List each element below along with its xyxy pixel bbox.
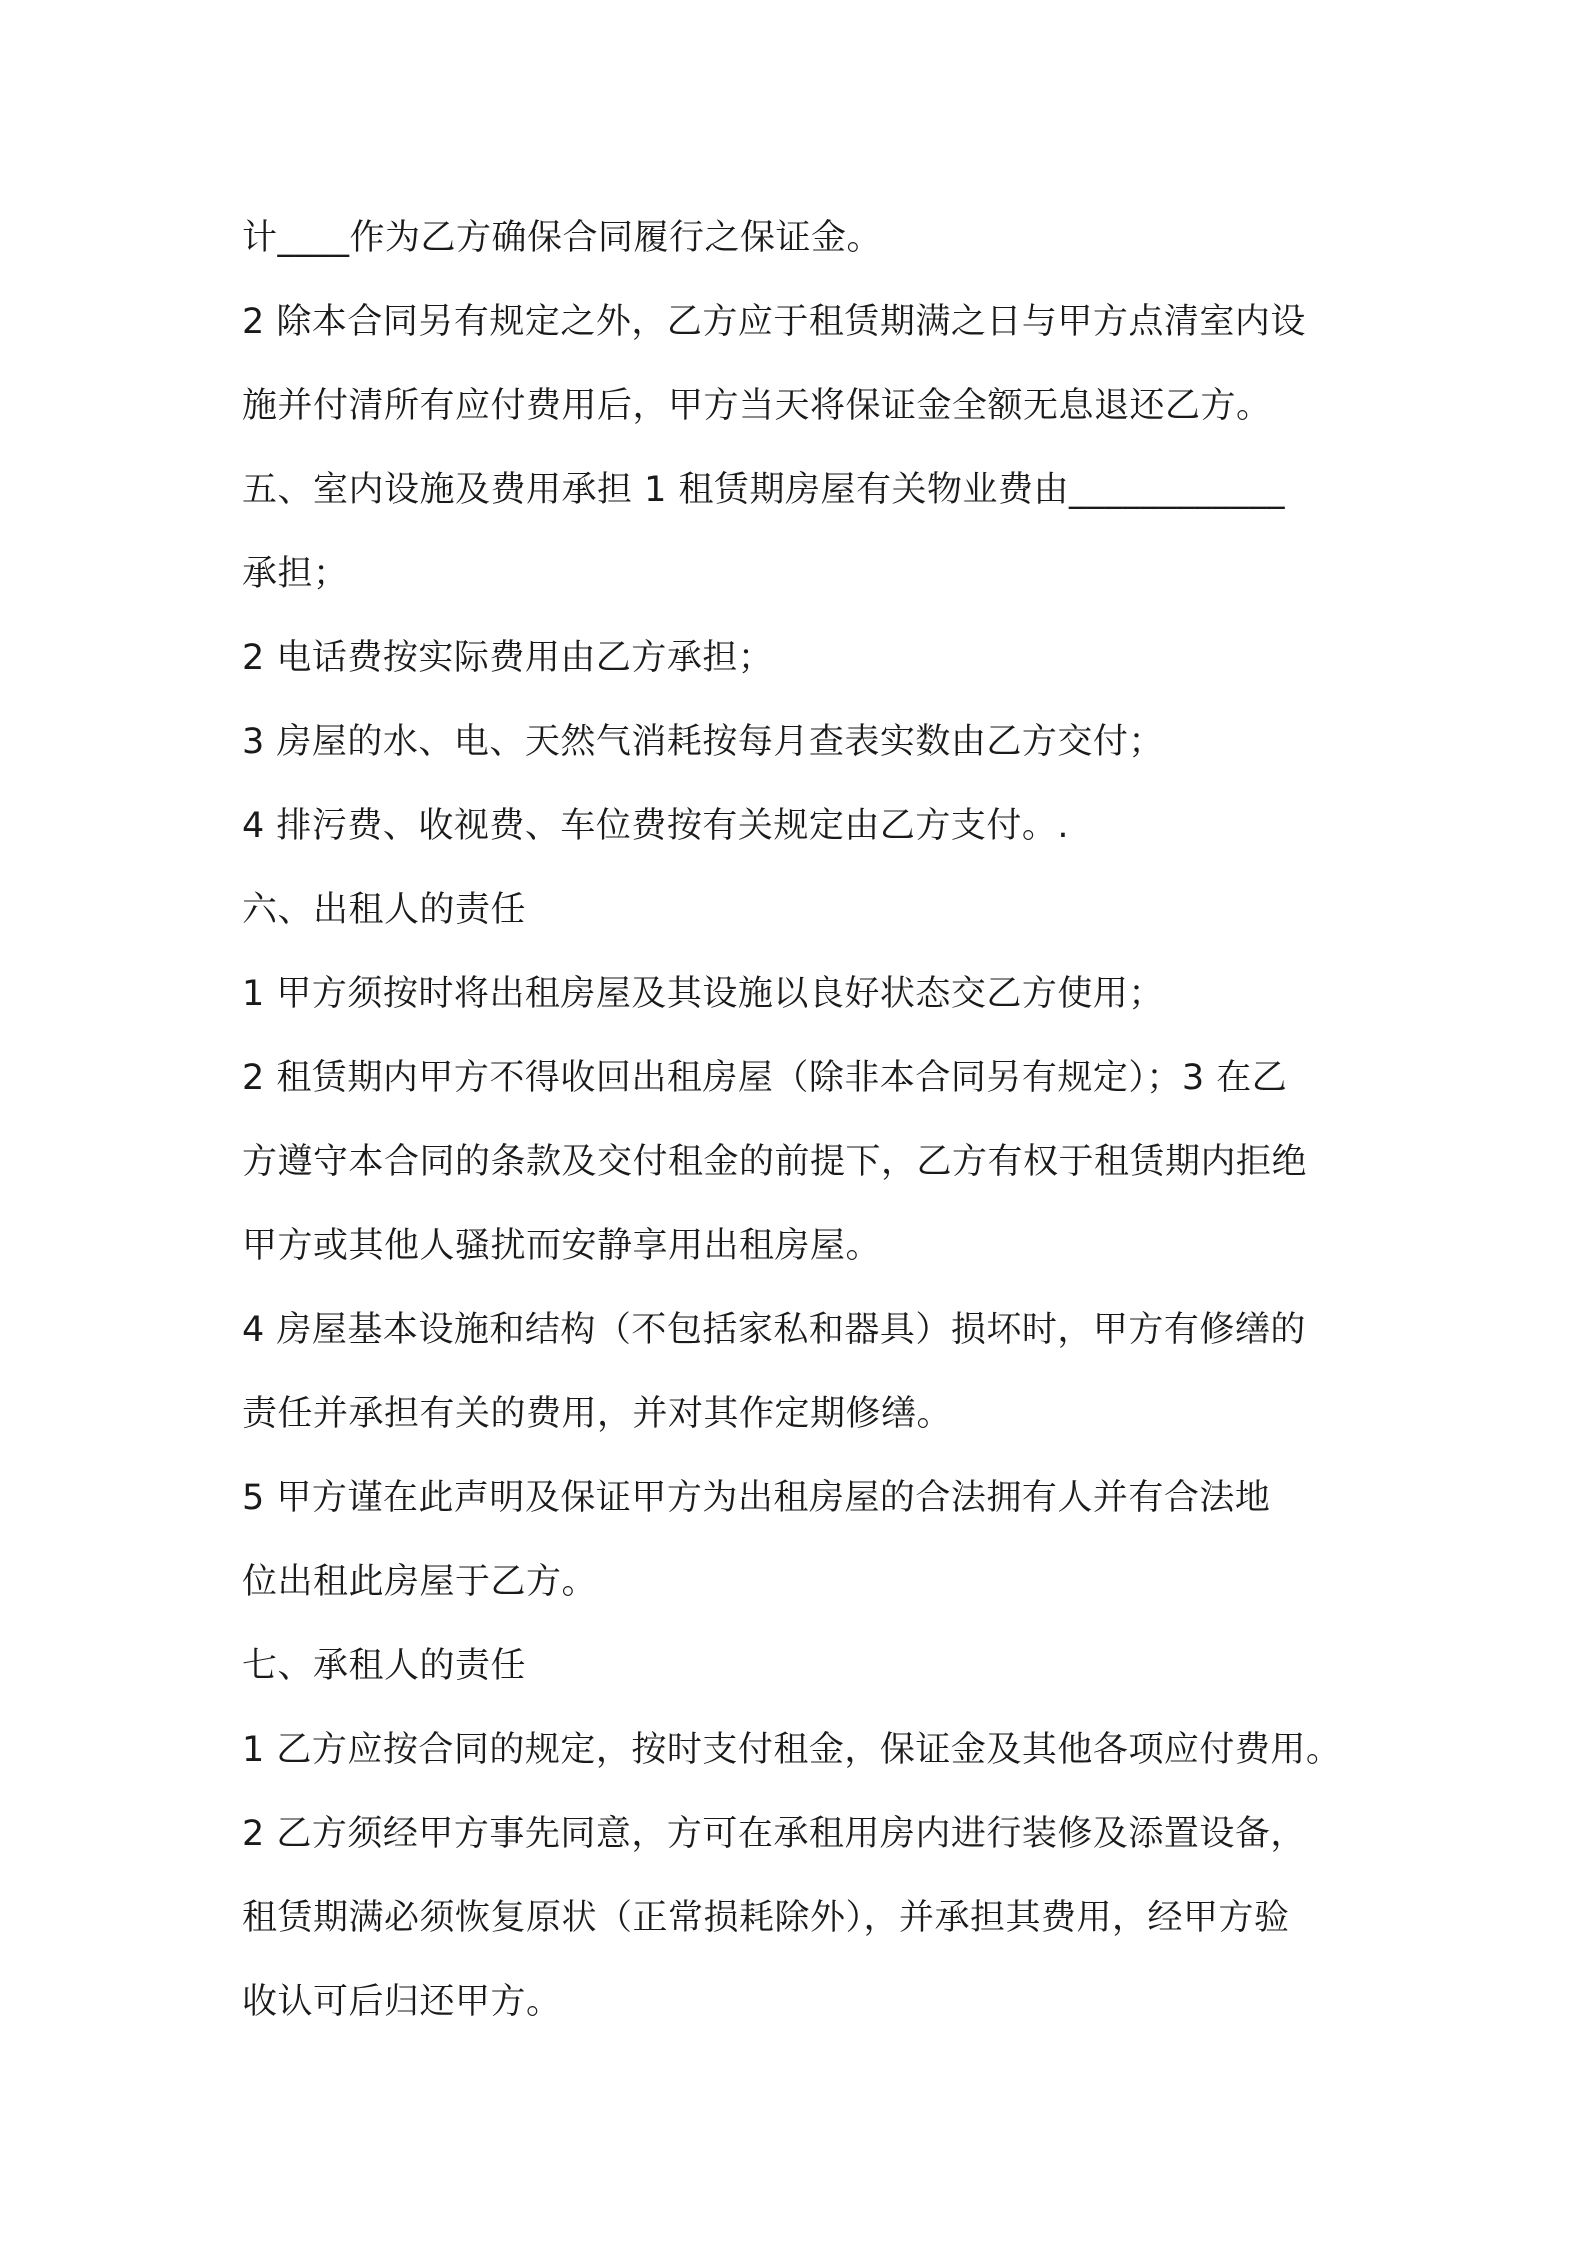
text-line: 甲方或其他人骚扰而安静享用出租房屋。: [242, 1226, 882, 1266]
text-line: 4 房屋基本设施和结构（不包括家私和器具）损坏时，甲方有修缮的: [242, 1310, 1306, 1350]
section-heading: 七、承租人的责任: [242, 1646, 527, 1686]
text-line: 位出租此房屋于乙方。: [242, 1562, 598, 1602]
text-line: 1 甲方须按时将出租房屋及其设施以良好状态交乙方使用；: [242, 974, 1164, 1014]
text-line: 租赁期满必须恢复原状（正常损耗除外），并承担其费用，经甲方验: [242, 1898, 1290, 1938]
text-line: 2 乙方须经甲方事先同意，方可在承租用房内进行装修及添置设备，: [242, 1814, 1306, 1854]
text-line: 3 房屋的水、电、天然气消耗按每月查表实数由乙方交付；: [242, 722, 1164, 762]
section-heading-line: 五、室内设施及费用承担 1 租赁期房屋有关物业费由____________: [242, 470, 1286, 510]
document-body: [242, 196, 1362, 2044]
text-line: 承担；: [242, 554, 349, 594]
text-line: 2 除本合同另有规定之外，乙方应于租赁期满之日与甲方点清室内设: [242, 302, 1306, 342]
text-line: 1 乙方应按合同的规定，按时支付租金，保证金及其他各项应付费用。: [242, 1730, 1342, 1770]
section-heading: 六、出租人的责任: [242, 890, 527, 930]
text-line: 计____作为乙方确保合同履行之保证金。: [242, 218, 883, 258]
text-line: 4 排污费、收视费、车位费按有关规定由乙方支付。.: [242, 806, 1070, 846]
text-line: 责任并承担有关的费用，并对其作定期修缮。: [242, 1394, 953, 1434]
text-line: 2 租赁期内甲方不得收回出租房屋（除非本合同另有规定）；3 在乙: [242, 1058, 1288, 1098]
text-line: 5 甲方谨在此声明及保证甲方为出租房屋的合法拥有人并有合法地: [242, 1478, 1271, 1518]
text-line: 收认可后归还甲方。: [242, 1982, 562, 2022]
text-line: 施并付清所有应付费用后，甲方当天将保证金全额无息退还乙方。: [242, 386, 1272, 426]
text-line: 2 电话费按实际费用由乙方承担；: [242, 638, 774, 678]
text-line: 方遵守本合同的条款及交付租金的前提下，乙方有权于租赁期内拒绝: [242, 1142, 1308, 1182]
